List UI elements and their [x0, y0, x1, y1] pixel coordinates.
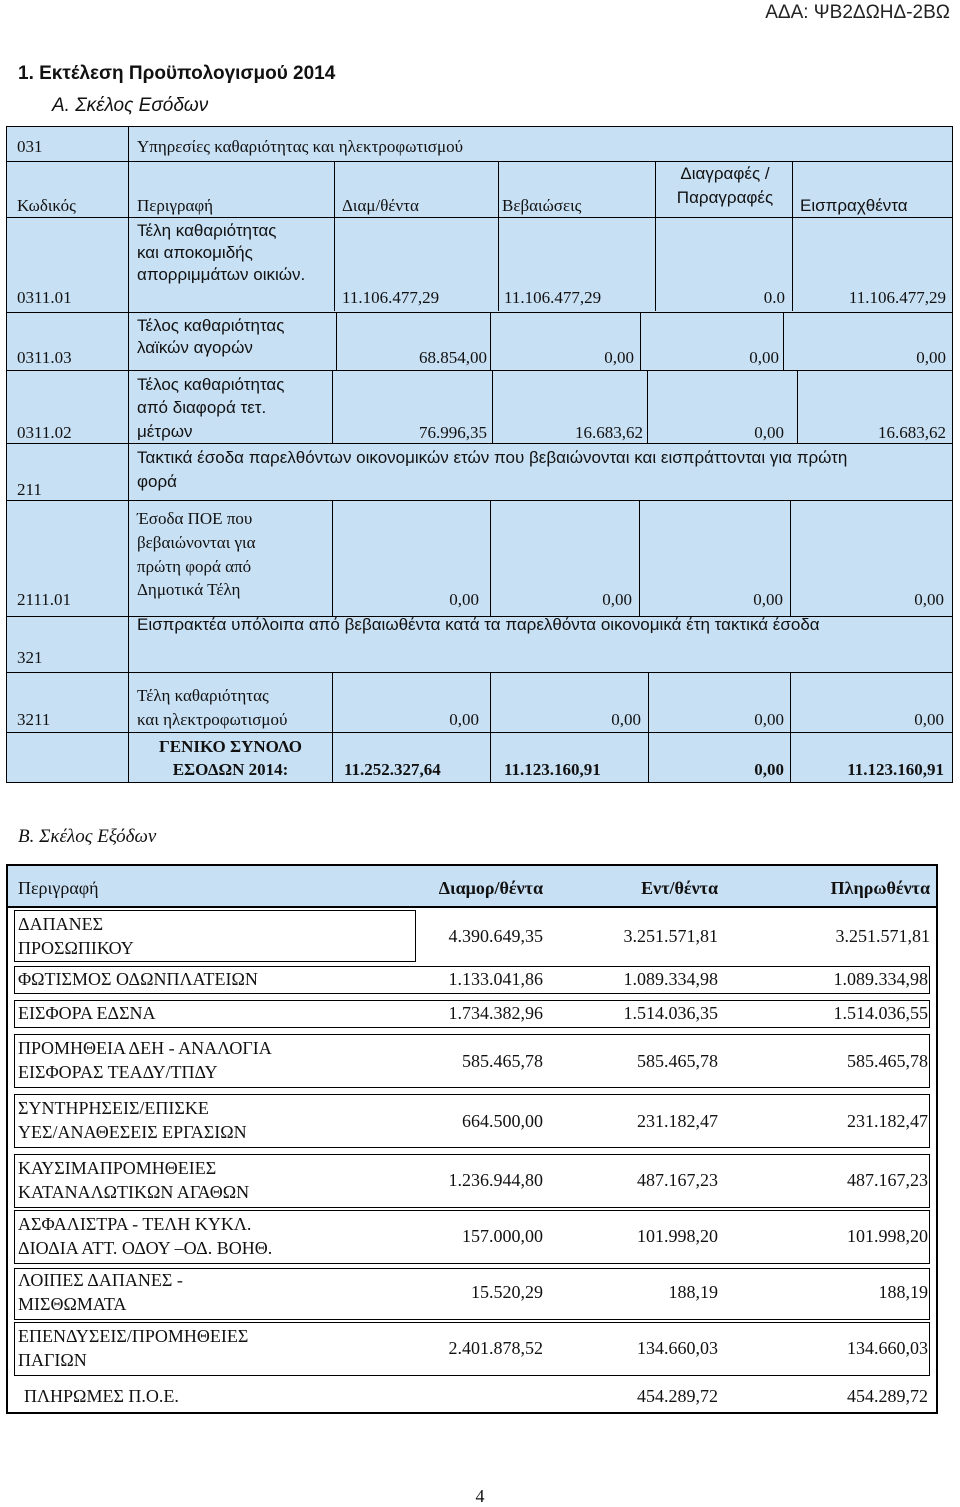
- page-number: 4: [475, 1486, 485, 1506]
- total-label: ΓΕΝΙΚΟ ΣΥΝΟΛΟ: [158, 737, 303, 756]
- row-desc: Τέλη καθαριότητας: [137, 686, 269, 705]
- row-budget: 76.996,35: [419, 423, 487, 442]
- exp-desc: ΕΠΕΝΔΥΣΕΙΣ/ΠΡΟΜΗΘΕΙΕΣ: [18, 1326, 249, 1346]
- exp-desc: ΠΡΟΣΩΠΙΚΟΥ: [18, 938, 134, 958]
- row-writeoffs: 0,00: [749, 348, 779, 367]
- exp-desc: ΣΥΝΤΗΡΗΣΕΙΣ/ΕΠΙΣΚΕ: [18, 1098, 209, 1118]
- exp-budget: 585.465,78: [462, 1051, 543, 1071]
- row-desc: λαϊκών αγορών: [137, 338, 253, 357]
- exp-desc: ΚΑΥΣΙΜΑΠΡΟΜΗΘΕΙΕΣ: [18, 1158, 217, 1178]
- exp-committed: 1.514.036,35: [623, 1003, 718, 1023]
- revenue-table: [6, 126, 953, 783]
- row-desc: Τέλος καθαριότητας: [137, 316, 285, 335]
- row-desc: Εισπρακτέα υπόλοιπα από βεβαιωθέντα κατά τα παρελθόντα οικονομικά έτη τακτικά έσοδα: [137, 615, 820, 634]
- header-desc: Περιγραφή: [18, 878, 99, 898]
- expenses-header: [8, 866, 936, 908]
- exp-budget: 1.734.382,96: [448, 1003, 543, 1023]
- row-writeoffs: 0.0: [763, 288, 785, 307]
- exp-paid: 487.167,23: [847, 1170, 928, 1190]
- exp-desc: ΑΣΦΑΛΙΣΤΡΑ - ΤΕΛΗ ΚΥΚΛ.: [18, 1214, 252, 1234]
- exp-desc: ΥΕΣ/ΑΝΑΘΕΣΕΙΣ ΕΡΓΑΣΙΩΝ: [18, 1122, 247, 1142]
- exp-committed: 454.289,72: [637, 1386, 718, 1406]
- header-code: Κωδικός: [17, 196, 76, 215]
- exp-desc: ΛΟΙΠΕΣ ΔΑΠΑΝΕΣ -: [18, 1270, 183, 1290]
- row-code: 0311.01: [17, 288, 72, 307]
- exp-paid: 1.089.334,98: [833, 969, 928, 989]
- row-collected: 0,00: [914, 590, 944, 609]
- exp-desc: ΠΛΗΡΩΜΕΣ Π.Ο.Ε.: [24, 1386, 179, 1406]
- header-budget: Διαμ/θέντα: [342, 196, 419, 215]
- row-writeoffs: 0,00: [754, 423, 784, 442]
- exp-committed: 1.089.334,98: [623, 969, 718, 989]
- exp-desc: ΠΑΓΙΩΝ: [18, 1350, 87, 1370]
- row-budget: 0,00: [449, 710, 479, 729]
- header-budget: Διαμορ/θέντα: [438, 878, 543, 898]
- row-code: 211: [17, 480, 42, 499]
- row-desc: μέτρων: [137, 422, 193, 441]
- exp-committed: 231.182,47: [637, 1111, 718, 1131]
- header-collected: Εισπραχθέντα: [800, 196, 908, 215]
- row-code: 0311.02: [17, 423, 72, 442]
- exp-committed: 101.998,20: [637, 1226, 718, 1246]
- row-desc: Έσοδα ΠΟΕ που: [137, 509, 253, 528]
- exp-budget: 1.236.944,80: [448, 1170, 543, 1190]
- ada-code: ΑΔΑ: ΨΒ2ΔΩΗΔ-2ΒΩ: [765, 2, 950, 23]
- exp-budget: 4.390.649,35: [448, 926, 543, 946]
- header-paid: Πληρωθέντα: [830, 878, 930, 898]
- exp-desc: ΜΙΣΘΩΜΑΤΑ: [18, 1294, 127, 1314]
- exp-committed: 134.660,03: [637, 1338, 718, 1358]
- row-desc: και ηλεκτροφωτισμού: [137, 710, 288, 729]
- row-desc: Τακτικά έσοδα παρελθόντων οικονομικών ετών που βεβαιώνονται και εισπράττονται για πρώτη: [137, 448, 848, 467]
- exp-committed: 487.167,23: [637, 1170, 718, 1190]
- row-certified: 16.683,62: [575, 423, 643, 442]
- exp-budget: 2.401.878,52: [448, 1338, 543, 1358]
- row-writeoffs: 0,00: [753, 590, 783, 609]
- row-certified: 0,00: [602, 590, 632, 609]
- row-collected: 16.683,62: [878, 423, 946, 442]
- exp-committed: 585.465,78: [637, 1051, 718, 1071]
- row-desc: απορριμμάτων οικιών.: [137, 265, 306, 284]
- exp-paid: 1.514.036,55: [833, 1003, 928, 1023]
- row-desc: φορά: [137, 472, 177, 491]
- section-a-title: Α. Σκέλος Εσόδων: [52, 95, 209, 116]
- row-certified: 11.106.477,29: [504, 288, 602, 307]
- row-desc: Τέλη καθαριότητας: [137, 221, 277, 240]
- exp-desc: ΔΑΠΑΝΕΣ: [18, 914, 104, 934]
- header-desc: Περιγραφή: [137, 196, 214, 215]
- header-certified: Βεβαιώσεις: [502, 196, 582, 215]
- row-budget: 0,00: [449, 590, 479, 609]
- row-code: 321: [17, 648, 43, 667]
- exp-paid: 454.289,72: [847, 1386, 928, 1406]
- row-collected: 0,00: [916, 348, 946, 367]
- row-desc: και αποκομιδής: [137, 243, 253, 262]
- row-code: 0311.03: [17, 348, 72, 367]
- top-code: 031: [17, 137, 43, 156]
- exp-paid: 134.660,03: [847, 1338, 928, 1358]
- expenses-table: [6, 864, 938, 1414]
- row-desc: από διαφορά τετ.: [137, 398, 267, 417]
- row-desc: Δημοτικά Τέλη: [137, 580, 241, 599]
- page-heading: 1. Εκτέλεση Προϋπολογισμού 2014: [18, 63, 336, 84]
- exp-desc: ΕΙΣΦΟΡΑ ΕΔΣΝΑ: [18, 1003, 156, 1023]
- exp-budget: 664.500,00: [462, 1111, 543, 1131]
- row-desc: βεβαιώνονται για: [137, 533, 256, 552]
- row-budget: 11.106.477,29: [342, 288, 440, 307]
- exp-desc: ΠΡΟΜΗΘΕΙΑ ΔΕΗ - ΑΝΑΛΟΓΙΑ: [18, 1038, 272, 1058]
- header-writeoffs-2: Παραγραφές: [676, 188, 774, 207]
- row-certified: 0,00: [611, 710, 641, 729]
- exp-paid: 231.182,47: [847, 1111, 928, 1131]
- exp-paid: 101.998,20: [847, 1226, 928, 1246]
- exp-paid: 188,19: [878, 1282, 928, 1302]
- row-collected: 11.106.477,29: [848, 288, 946, 307]
- exp-desc: ΕΙΣΦΟΡΑΣ ΤΕΑΔΥ/ΤΠΔΥ: [18, 1062, 218, 1082]
- row-certified: 0,00: [604, 348, 634, 367]
- section-b-title: Β. Σκέλος Εξόδων: [18, 826, 157, 847]
- row-collected: 0,00: [914, 710, 944, 729]
- exp-budget: 157.000,00: [462, 1226, 543, 1246]
- exp-budget: 15.520,29: [471, 1282, 543, 1302]
- total-collected: 11.123.160,91: [847, 760, 944, 779]
- row-desc: πρώτη φορά από: [137, 557, 252, 576]
- total-label: ΕΣΟΔΩΝ 2014:: [172, 760, 289, 779]
- header-committed: Εντ/θέντα: [641, 878, 718, 898]
- exp-committed: 3.251.571,81: [623, 926, 718, 946]
- row-writeoffs: 0,00: [754, 710, 784, 729]
- exp-desc: ΔΙΟΔΙΑ ΑΤΤ. ΟΔΟΥ –ΟΔ. ΒΟΗΘ.: [18, 1238, 273, 1258]
- row-budget: 68.854,00: [419, 348, 487, 367]
- exp-budget: 1.133.041,86: [448, 969, 543, 989]
- row-code: 2111.01: [17, 590, 71, 609]
- row-code: 3211: [17, 710, 51, 729]
- total-writeoffs: 0,00: [754, 760, 784, 779]
- header-writeoffs-1: Διαγραφές /: [680, 164, 770, 183]
- exp-committed: 188,19: [668, 1282, 718, 1302]
- total-budget: 11.252.327,64: [344, 760, 441, 779]
- exp-desc: ΚΑΤΑΝΑΛΩΤΙΚΩΝ ΑΓΑΘΩΝ: [18, 1182, 250, 1202]
- top-title: Υπηρεσίες καθαριότητας και ηλεκτροφωτισμού: [137, 137, 464, 156]
- total-certified: 11.123.160,91: [504, 760, 601, 779]
- exp-paid: 3.251.571,81: [835, 926, 930, 946]
- row-desc: Τέλος καθαριότητας: [137, 375, 285, 394]
- exp-paid: 585.465,78: [847, 1051, 928, 1071]
- exp-desc: ΦΩΤΙΣΜΟΣ ΟΔΩΝΠΛΑΤΕΙΩΝ: [18, 969, 258, 989]
